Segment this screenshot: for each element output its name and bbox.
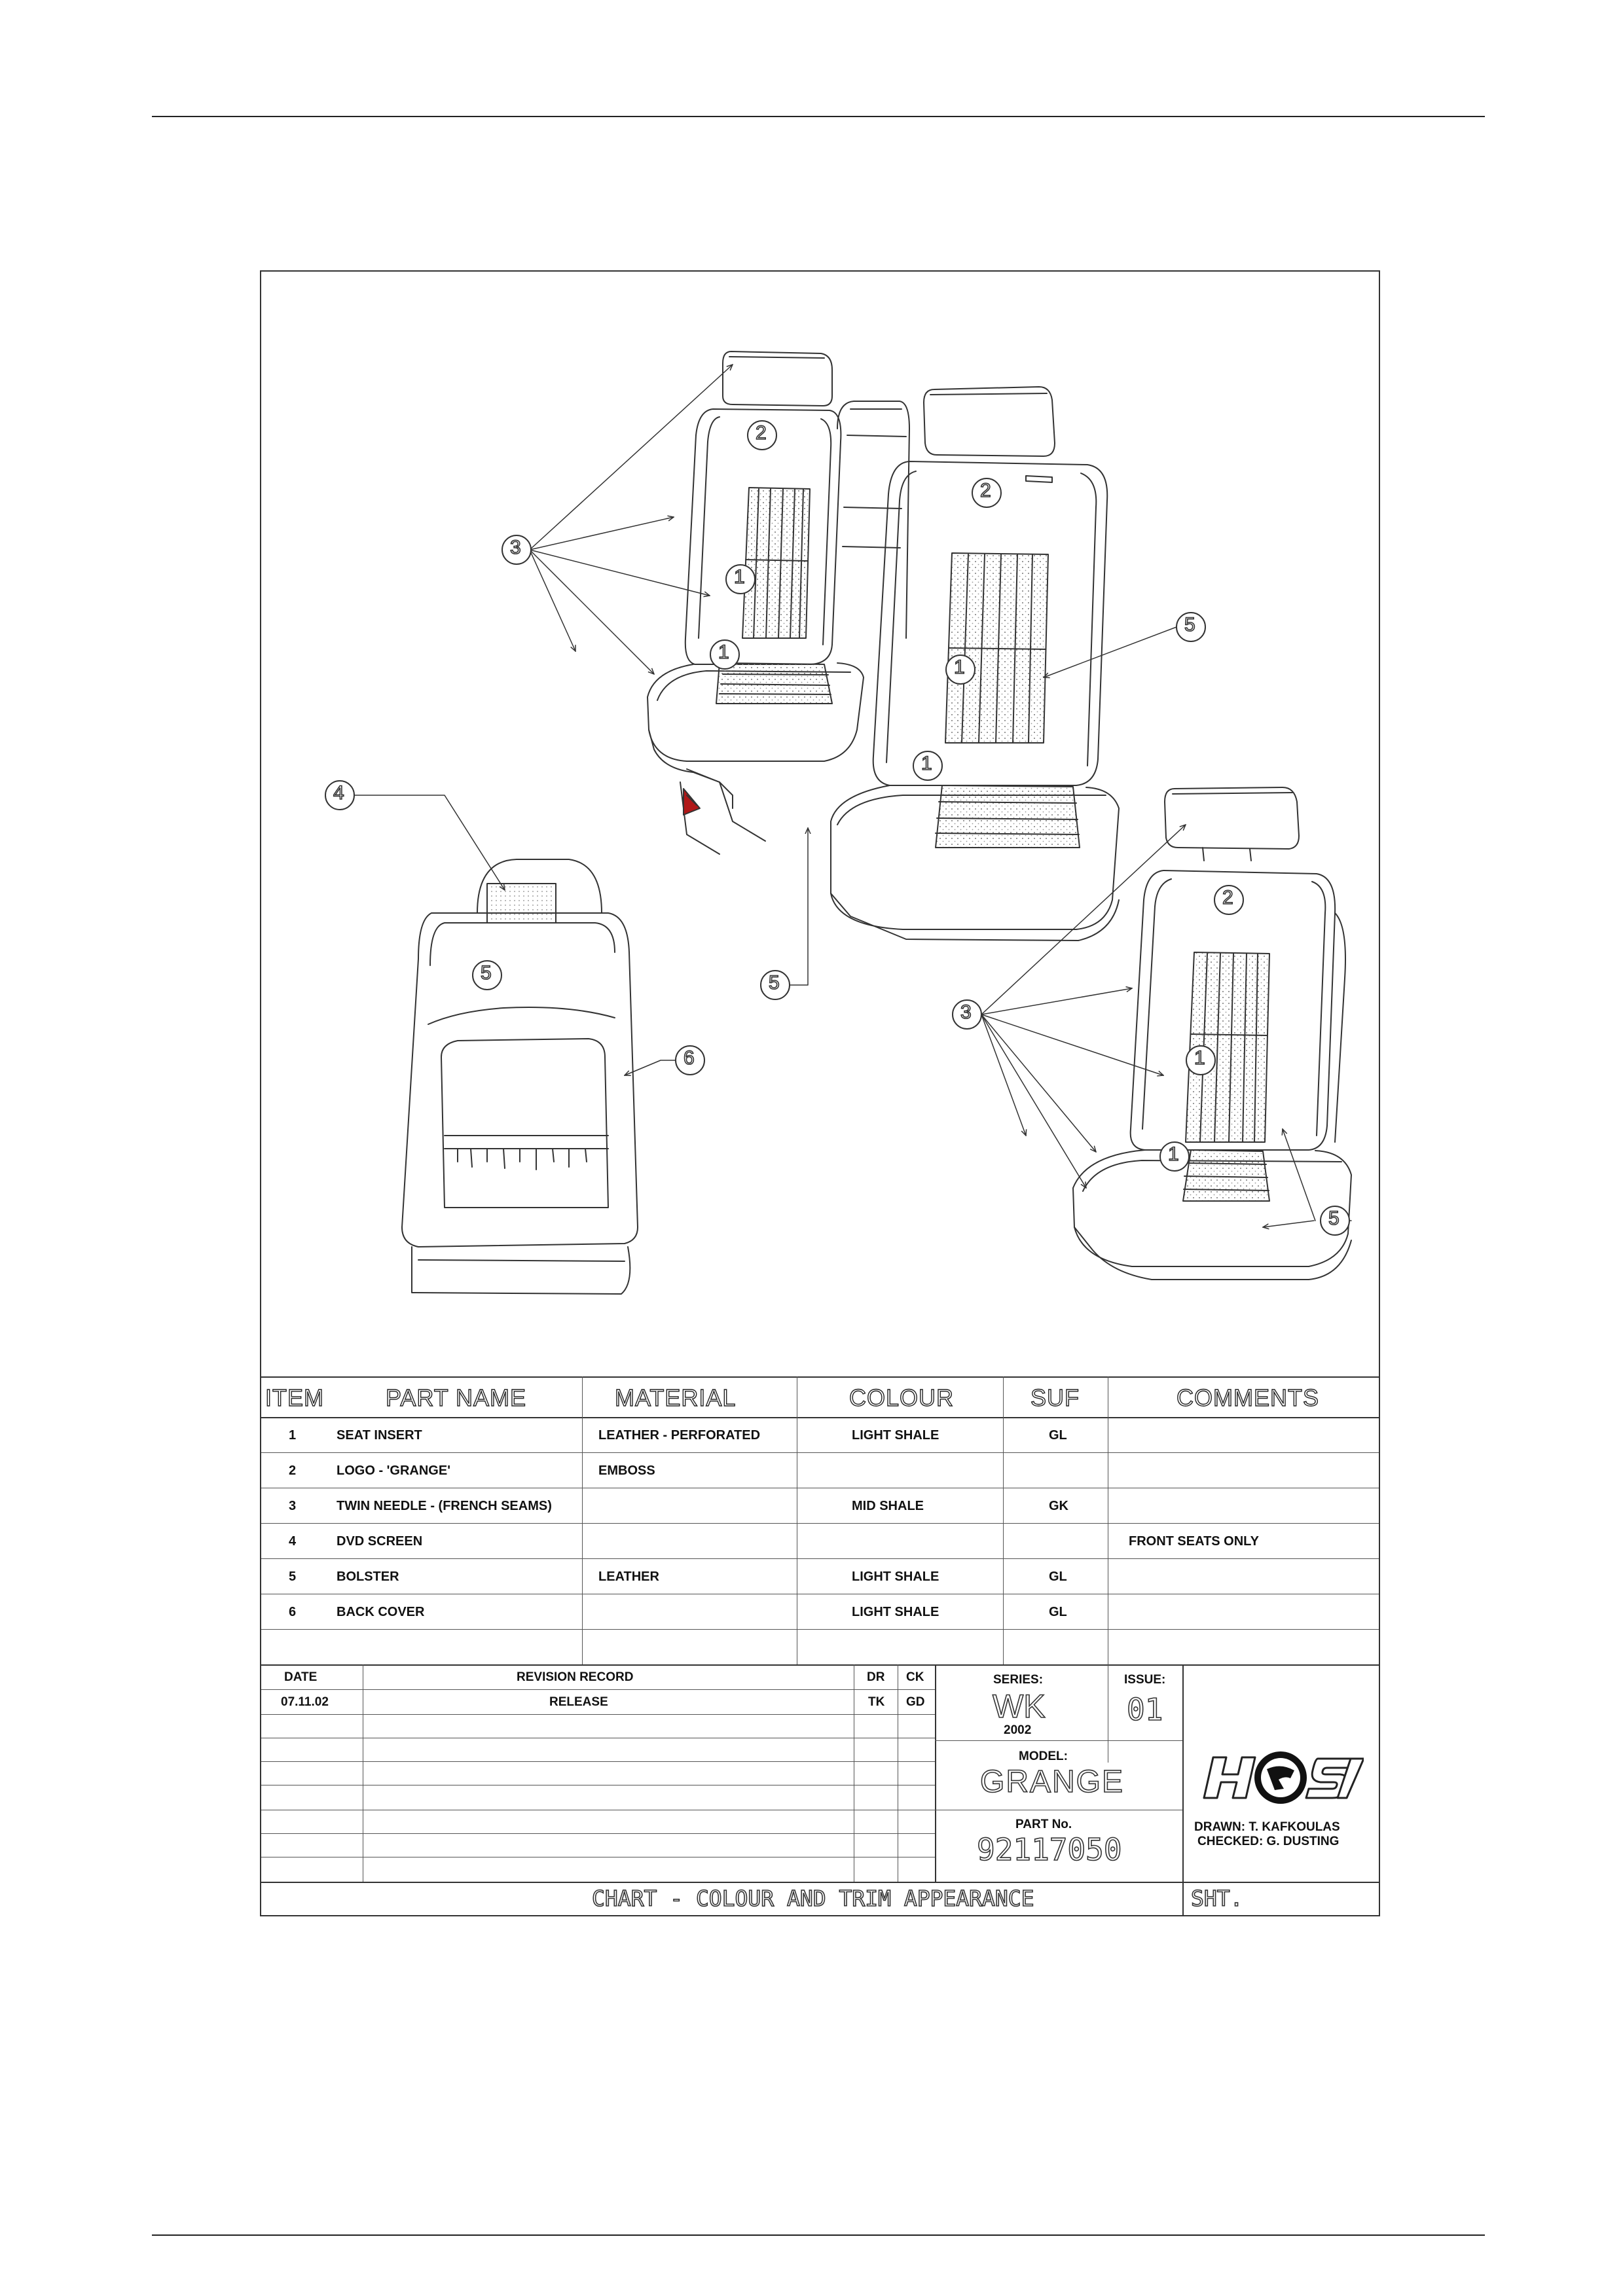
model-line <box>935 1740 1182 1741</box>
row3-part: TWIN NEEDLE - (FRENCH SEAMS) <box>337 1499 552 1513</box>
row4-part: DVD SCREEN <box>337 1534 423 1549</box>
title-strip-line <box>261 1882 1379 1883</box>
row5-material: LEATHER <box>598 1570 659 1584</box>
rev-ck: GD <box>906 1695 925 1709</box>
row3-suf: GK <box>1049 1499 1068 1513</box>
row-line <box>261 1523 1379 1524</box>
rev-date: 07.11.02 <box>281 1695 329 1709</box>
callout-2-front: 2 <box>1222 887 1233 908</box>
rev-record: RELEASE <box>549 1695 608 1709</box>
part-label: PART No. <box>1015 1818 1072 1831</box>
row1-part: SEAT INSERT <box>337 1428 422 1443</box>
callout-1-rear-left-cushion: 1 <box>718 641 729 663</box>
row2-part: LOGO - 'GRANGE' <box>337 1463 450 1478</box>
callout-4: 4 <box>333 782 344 804</box>
hsv-logo-graphic <box>1199 1749 1364 1806</box>
series-label: SERIES: <box>993 1673 1044 1687</box>
model-value: GRANGE <box>980 1765 1125 1799</box>
header-item: ITEM <box>265 1384 324 1411</box>
callout-1-rear-left-back: 1 <box>734 566 745 588</box>
row1-colour: LIGHT SHALE <box>852 1428 939 1443</box>
series-year: 2002 <box>1004 1723 1032 1737</box>
chart-title: CHART - COLOUR AND TRIM APPEARANCE <box>592 1886 1034 1911</box>
callout-5-back-view: 5 <box>481 962 492 984</box>
row1-item: 1 <box>289 1428 297 1443</box>
title-block-top-line <box>261 1664 1379 1666</box>
rev-row-line <box>261 1833 935 1834</box>
row2-item: 2 <box>289 1463 297 1478</box>
header-part-name: PART NAME <box>386 1384 527 1411</box>
callout-5-rear-right: 5 <box>1184 614 1195 636</box>
callout-1-rear-right-back: 1 <box>954 656 965 678</box>
callout-2-rear-left: 2 <box>756 422 767 444</box>
row1-suf: GL <box>1049 1428 1067 1443</box>
drawing-sheet <box>260 270 1380 1916</box>
header-colour: COLOUR <box>849 1384 955 1411</box>
callout-1-rear-right-cushion: 1 <box>921 753 932 774</box>
top-rule <box>152 116 1485 117</box>
row6-colour: LIGHT SHALE <box>852 1605 939 1619</box>
series-value: WK <box>993 1688 1046 1725</box>
title-col-line <box>935 1664 936 1882</box>
callout-5-rear-bottom: 5 <box>769 972 780 994</box>
row2-material: EMBOSS <box>598 1463 655 1478</box>
issue-value: 01 <box>1127 1692 1163 1727</box>
issue-label: ISSUE: <box>1124 1673 1166 1687</box>
callout-3-rear: 3 <box>510 537 521 558</box>
header-material: MATERIAL <box>615 1384 737 1411</box>
row5-part: BOLSTER <box>337 1570 399 1584</box>
callout-5-front: 5 <box>1328 1208 1340 1229</box>
sheet-label: SHT. <box>1191 1886 1243 1911</box>
callout-2-rear-right: 2 <box>980 480 991 501</box>
hsv-logo <box>1199 1749 1364 1806</box>
table-header-line <box>261 1417 1379 1418</box>
rear-left-seat <box>647 351 864 782</box>
row-line <box>261 1558 1379 1559</box>
rev-header-record: REVISION RECORD <box>517 1670 634 1684</box>
row4-item: 4 <box>289 1534 297 1549</box>
row3-colour: MID SHALE <box>852 1499 924 1513</box>
row6-suf: GL <box>1049 1605 1067 1619</box>
rev-header-ck: CK <box>906 1670 924 1684</box>
row1-material: LEATHER - PERFORATED <box>598 1428 761 1443</box>
seat-back-view <box>402 859 638 1294</box>
part-value: 92117050 <box>977 1832 1122 1867</box>
callout-1-front-back: 1 <box>1194 1047 1205 1069</box>
bottom-rule <box>152 2234 1485 2236</box>
row4-comments: FRONT SEATS ONLY <box>1129 1534 1259 1549</box>
col-line <box>582 1376 583 1664</box>
table-top-line <box>261 1376 1379 1378</box>
rev-dr: TK <box>868 1695 885 1709</box>
drawn-by: DRAWN: T. KAFKOULAS <box>1194 1820 1340 1834</box>
seat-illustration <box>261 272 1379 1378</box>
callout-1-front-cushion: 1 <box>1168 1143 1179 1165</box>
logo-col-line <box>1182 1664 1184 1916</box>
rev-row-line <box>261 1761 935 1762</box>
row6-part: BACK COVER <box>337 1605 425 1619</box>
rev-header-dr: DR <box>867 1670 885 1684</box>
row3-item: 3 <box>289 1499 297 1513</box>
callout-6: 6 <box>684 1047 695 1069</box>
header-suf: SUF <box>1030 1384 1080 1411</box>
rev-row-line <box>261 1689 935 1690</box>
row5-item: 5 <box>289 1570 297 1584</box>
row-line <box>261 1452 1379 1453</box>
row5-colour: LIGHT SHALE <box>852 1570 939 1584</box>
checked-by: CHECKED: G. DUSTING <box>1197 1835 1340 1848</box>
callout-3-front: 3 <box>960 1001 972 1023</box>
row5-suf: GL <box>1049 1570 1067 1584</box>
row-line <box>261 1629 1379 1630</box>
row6-item: 6 <box>289 1605 297 1619</box>
rev-row-line <box>261 1714 935 1715</box>
col-line <box>1003 1376 1004 1664</box>
model-label: MODEL: <box>1019 1749 1068 1763</box>
header-comments: COMMENTS <box>1176 1384 1319 1411</box>
rev-header-date: DATE <box>284 1670 318 1684</box>
